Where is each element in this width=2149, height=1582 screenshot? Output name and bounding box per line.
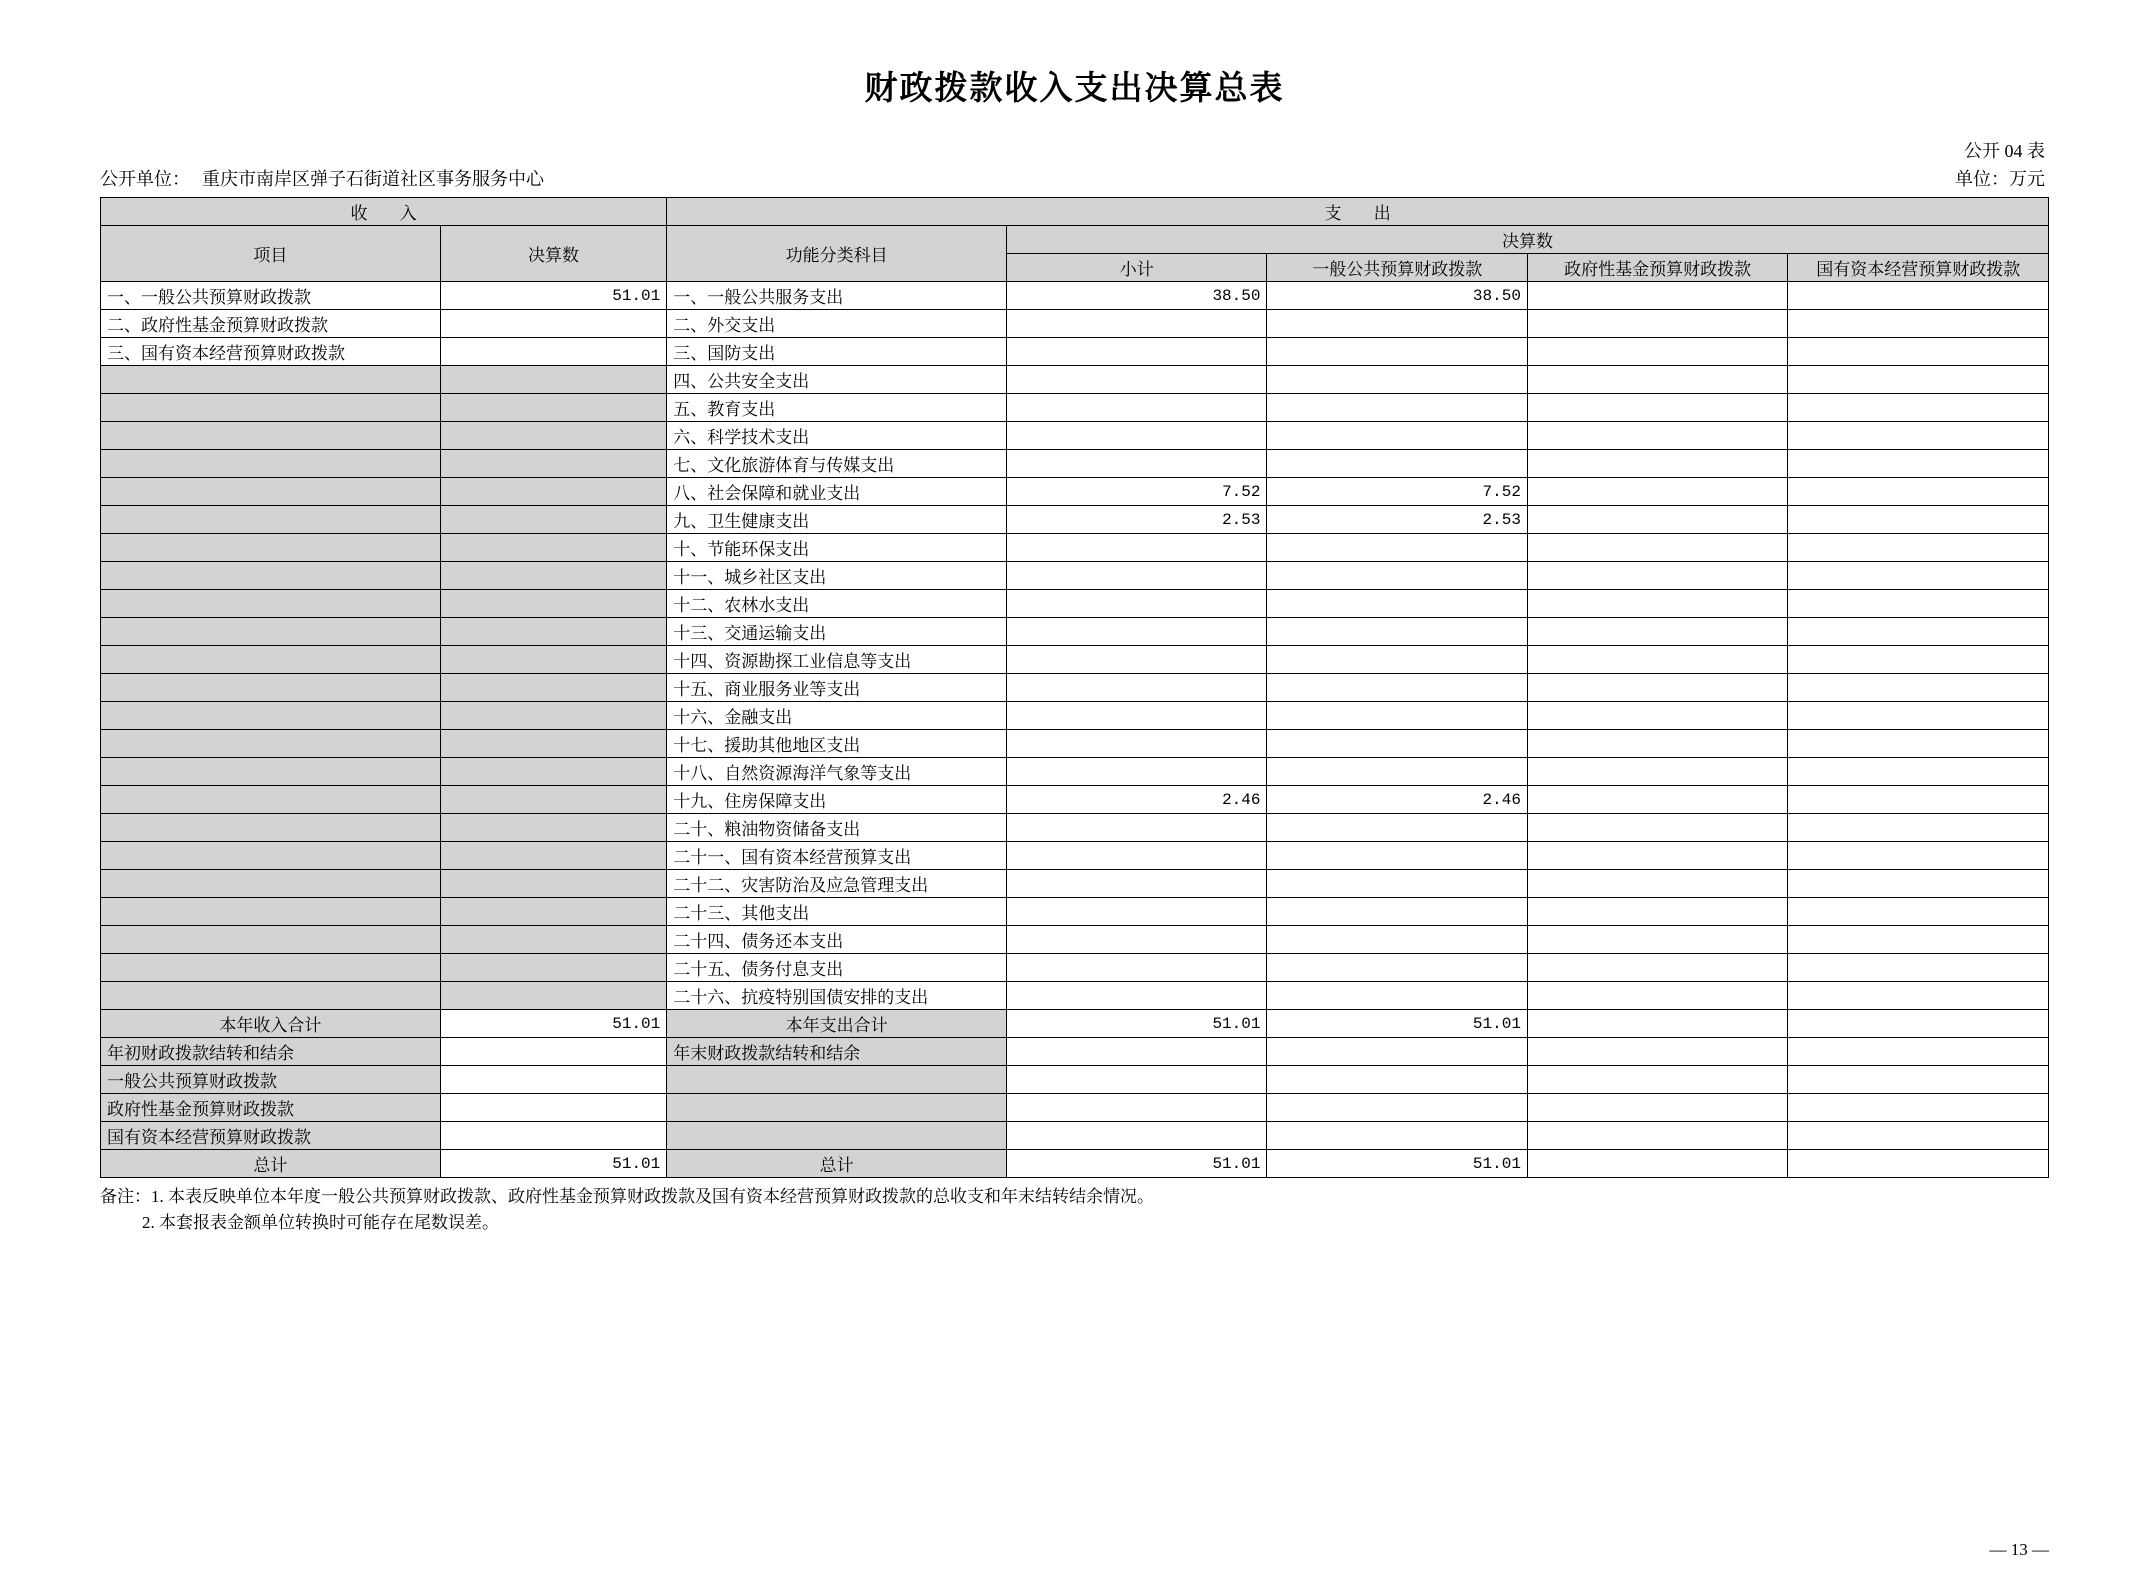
income-item-label (101, 562, 441, 590)
summary-expense-subtotal (1007, 1122, 1267, 1150)
summary-expense-fund (1527, 1094, 1787, 1122)
income-item-value (440, 562, 667, 590)
expense-gov-fund-budget (1527, 926, 1787, 954)
expense-subtotal (1007, 366, 1267, 394)
header-income-group: 收 入 (101, 198, 667, 226)
summary-expense-fund (1527, 1150, 1787, 1178)
expense-item-label: 二十一、国有资本经营预算支出 (667, 842, 1007, 870)
expense-item-label: 十四、资源勘探工业信息等支出 (667, 646, 1007, 674)
income-item-label (101, 898, 441, 926)
expense-soe-budget (1788, 338, 2049, 366)
expense-gov-fund-budget (1527, 394, 1787, 422)
expense-soe-budget (1788, 702, 2049, 730)
table-row (101, 506, 2049, 534)
expense-general-budget (1267, 842, 1527, 870)
income-item-value (440, 338, 667, 366)
expense-item-label: 一、一般公共服务支出 (667, 282, 1007, 310)
expense-gov-fund-budget (1527, 982, 1787, 1010)
expense-gov-fund-budget (1527, 814, 1787, 842)
expense-soe-budget (1788, 590, 2049, 618)
expense-general-budget (1267, 534, 1527, 562)
expense-soe-budget (1788, 786, 2049, 814)
expense-soe-budget (1788, 534, 2049, 562)
expense-soe-budget (1788, 898, 2049, 926)
expense-soe-budget (1788, 310, 2049, 338)
expense-general-budget: 2.46 (1267, 786, 1527, 814)
expense-subtotal (1007, 898, 1267, 926)
income-item-label (101, 842, 441, 870)
unit-name: 重庆市南岸区弹子石街道社区事务服务中心 (202, 169, 544, 189)
income-item-value (440, 450, 667, 478)
table-summary-row (101, 1094, 2049, 1122)
summary-income-label: 总计 (101, 1150, 441, 1178)
expense-general-budget (1267, 310, 1527, 338)
expense-gov-fund-budget (1527, 282, 1787, 310)
expense-item-label: 十、节能环保支出 (667, 534, 1007, 562)
table-row (101, 730, 2049, 758)
summary-expense-general: 51.01 (1267, 1010, 1527, 1038)
expense-soe-budget (1788, 674, 2049, 702)
expense-gov-fund-budget (1527, 786, 1787, 814)
amount-unit: 单位：万元 (1955, 169, 2045, 189)
table-row (101, 842, 2049, 870)
expense-subtotal (1007, 422, 1267, 450)
summary-income-label: 年初财政拨款结转和结余 (101, 1038, 441, 1066)
income-item-value (440, 534, 667, 562)
expense-item-label: 十七、援助其他地区支出 (667, 730, 1007, 758)
expense-subtotal (1007, 702, 1267, 730)
expense-general-budget (1267, 870, 1527, 898)
expense-soe-budget (1788, 982, 2049, 1010)
summary-expense-general (1267, 1122, 1527, 1150)
summary-expense-general: 51.01 (1267, 1150, 1527, 1178)
expense-subtotal: 2.53 (1007, 506, 1267, 534)
summary-expense-label: 本年支出合计 (667, 1010, 1007, 1038)
income-item-label (101, 758, 441, 786)
expense-gov-fund-budget (1527, 954, 1787, 982)
summary-expense-soe (1788, 1150, 2049, 1178)
expense-subtotal: 38.50 (1007, 282, 1267, 310)
expense-soe-budget (1788, 870, 2049, 898)
summary-expense-soe (1788, 1038, 2049, 1066)
summary-income-label: 本年收入合计 (101, 1010, 441, 1038)
expense-general-budget (1267, 954, 1527, 982)
expense-soe-budget (1788, 814, 2049, 842)
income-item-value (440, 646, 667, 674)
expense-item-label: 二十三、其他支出 (667, 898, 1007, 926)
summary-expense-label (667, 1122, 1007, 1150)
table-row (101, 898, 2049, 926)
expense-soe-budget (1788, 758, 2049, 786)
expense-general-budget (1267, 646, 1527, 674)
table-row (101, 478, 2049, 506)
table-row (101, 758, 2049, 786)
expense-item-label: 五、教育支出 (667, 394, 1007, 422)
expense-subtotal (1007, 730, 1267, 758)
table-row (101, 954, 2049, 982)
expense-soe-budget (1788, 506, 2049, 534)
expense-item-label: 二十四、债务还本支出 (667, 926, 1007, 954)
table-row (101, 422, 2049, 450)
expense-soe-budget (1788, 562, 2049, 590)
expense-general-budget (1267, 898, 1527, 926)
summary-expense-subtotal (1007, 1066, 1267, 1094)
expense-subtotal (1007, 674, 1267, 702)
summary-expense-soe (1788, 1010, 2049, 1038)
income-item-value (440, 758, 667, 786)
expense-subtotal (1007, 338, 1267, 366)
expense-subtotal (1007, 562, 1267, 590)
expense-item-label: 四、公共安全支出 (667, 366, 1007, 394)
summary-income-label: 国有资本经营预算财政拨款 (101, 1122, 441, 1150)
income-item-label (101, 982, 441, 1010)
expense-gov-fund-budget (1527, 562, 1787, 590)
page-number: — 13 — (1989, 1540, 2049, 1559)
expense-gov-fund-budget (1527, 450, 1787, 478)
summary-expense-general (1267, 1066, 1527, 1094)
expense-general-budget (1267, 338, 1527, 366)
expense-gov-fund-budget (1527, 842, 1787, 870)
expense-soe-budget (1788, 926, 2049, 954)
expense-item-label: 三、国防支出 (667, 338, 1007, 366)
expense-gov-fund-budget (1527, 730, 1787, 758)
income-item-label (101, 478, 441, 506)
budget-table (100, 197, 2049, 1178)
summary-expense-subtotal (1007, 1094, 1267, 1122)
summary-income-value (440, 1094, 667, 1122)
expense-soe-budget (1788, 422, 2049, 450)
income-item-label (101, 702, 441, 730)
income-item-label (101, 422, 441, 450)
summary-expense-fund (1527, 1122, 1787, 1150)
expense-general-budget (1267, 730, 1527, 758)
income-item-label (101, 450, 441, 478)
expense-item-label: 二十六、抗疫特别国债安排的支出 (667, 982, 1007, 1010)
expense-subtotal (1007, 646, 1267, 674)
expense-subtotal (1007, 534, 1267, 562)
expense-subtotal (1007, 758, 1267, 786)
expense-item-label: 十九、住房保障支出 (667, 786, 1007, 814)
income-item-value (440, 786, 667, 814)
expense-subtotal (1007, 982, 1267, 1010)
table-row (101, 618, 2049, 646)
income-item-label (101, 534, 441, 562)
expense-subtotal (1007, 394, 1267, 422)
expense-general-budget (1267, 702, 1527, 730)
table-row (101, 646, 2049, 674)
table-row (101, 982, 2049, 1010)
table-row (101, 926, 2049, 954)
expense-gov-fund-budget (1527, 898, 1787, 926)
meta-row (100, 165, 2049, 191)
table-row (101, 562, 2049, 590)
expense-soe-budget (1788, 282, 2049, 310)
expense-general-budget (1267, 562, 1527, 590)
summary-expense-general (1267, 1094, 1527, 1122)
summary-expense-label (667, 1066, 1007, 1094)
expense-item-label: 二、外交支出 (667, 310, 1007, 338)
income-item-label (101, 814, 441, 842)
table-summary-row (101, 1010, 2049, 1038)
expense-subtotal (1007, 814, 1267, 842)
expense-gov-fund-budget (1527, 646, 1787, 674)
income-item-value (440, 618, 667, 646)
expense-soe-budget (1788, 954, 2049, 982)
income-item-label (101, 954, 441, 982)
income-item-label (101, 646, 441, 674)
income-item-label (101, 786, 441, 814)
table-row (101, 814, 2049, 842)
expense-subtotal (1007, 590, 1267, 618)
income-item-value (440, 422, 667, 450)
summary-income-label: 政府性基金预算财政拨款 (101, 1094, 441, 1122)
expense-gov-fund-budget (1527, 338, 1787, 366)
income-item-label (101, 870, 441, 898)
table-row (101, 674, 2049, 702)
unit-label: 公开单位： (100, 169, 190, 189)
income-item-value (440, 674, 667, 702)
income-item-value (440, 366, 667, 394)
income-item-label (101, 674, 441, 702)
expense-subtotal (1007, 842, 1267, 870)
expense-item-label: 六、科学技术支出 (667, 422, 1007, 450)
income-item-value (440, 926, 667, 954)
expense-item-label: 九、卫生健康支出 (667, 506, 1007, 534)
expense-soe-budget (1788, 618, 2049, 646)
expense-item-label: 二十五、债务付息支出 (667, 954, 1007, 982)
header-expense-col-subtotal: 小计 (1007, 254, 1267, 282)
table-summary-row (101, 1150, 2049, 1178)
expense-general-budget (1267, 450, 1527, 478)
expense-item-label: 十三、交通运输支出 (667, 618, 1007, 646)
expense-subtotal (1007, 618, 1267, 646)
expense-gov-fund-budget (1527, 702, 1787, 730)
expense-gov-fund-budget (1527, 422, 1787, 450)
summary-income-value: 51.01 (440, 1150, 667, 1178)
summary-income-value: 51.01 (440, 1010, 667, 1038)
summary-expense-label (667, 1094, 1007, 1122)
expense-soe-budget (1788, 646, 2049, 674)
expense-soe-budget (1788, 842, 2049, 870)
expense-subtotal (1007, 310, 1267, 338)
table-row (101, 450, 2049, 478)
summary-expense-subtotal: 51.01 (1007, 1010, 1267, 1038)
income-item-value (440, 814, 667, 842)
table-summary-row (101, 1038, 2049, 1066)
expense-item-label: 十六、金融支出 (667, 702, 1007, 730)
summary-expense-general (1267, 1038, 1527, 1066)
table-row (101, 338, 2049, 366)
expense-general-budget: 38.50 (1267, 282, 1527, 310)
sheet-number: 公开 04 表 (1964, 141, 2045, 161)
expense-subtotal (1007, 954, 1267, 982)
document-page (0, 62, 2149, 1582)
header-income-value: 决算数 (440, 226, 667, 282)
table-header (101, 198, 2049, 282)
page-title: 财政拨款收入支出决算总表 (864, 69, 1285, 106)
summary-income-value (440, 1122, 667, 1150)
expense-general-budget (1267, 926, 1527, 954)
table-group-header-row (101, 198, 2049, 226)
expense-soe-budget (1788, 394, 2049, 422)
expense-general-budget (1267, 758, 1527, 786)
income-item-value: 51.01 (440, 282, 667, 310)
income-item-label (101, 926, 441, 954)
table-row (101, 310, 2049, 338)
expense-general-budget (1267, 814, 1527, 842)
income-item-value (440, 730, 667, 758)
income-item-label (101, 590, 441, 618)
expense-subtotal (1007, 926, 1267, 954)
expense-gov-fund-budget (1527, 478, 1787, 506)
expense-item-label: 七、文化旅游体育与传媒支出 (667, 450, 1007, 478)
table-body (101, 282, 2049, 1178)
income-item-label (101, 366, 441, 394)
table-row (101, 394, 2049, 422)
header-expense-group-value: 决算数 (1007, 226, 2049, 254)
summary-expense-label: 总计 (667, 1150, 1007, 1178)
expense-soe-budget (1788, 730, 2049, 758)
summary-expense-soe (1788, 1094, 2049, 1122)
expense-gov-fund-budget (1527, 618, 1787, 646)
expense-general-budget (1267, 982, 1527, 1010)
income-item-value (440, 590, 667, 618)
income-item-value (440, 842, 667, 870)
table-summary-row (101, 1122, 2049, 1150)
expense-item-label: 十五、商业服务业等支出 (667, 674, 1007, 702)
header-expense-group: 支 出 (667, 198, 2049, 226)
expense-subtotal: 7.52 (1007, 478, 1267, 506)
income-item-value (440, 394, 667, 422)
income-item-label (101, 618, 441, 646)
table-row (101, 786, 2049, 814)
expense-item-label: 二十、粮油物资储备支出 (667, 814, 1007, 842)
expense-soe-budget (1788, 450, 2049, 478)
summary-income-value (440, 1038, 667, 1066)
table-row (101, 366, 2049, 394)
income-item-label: 二、政府性基金预算财政拨款 (101, 310, 441, 338)
expense-soe-budget (1788, 366, 2049, 394)
income-item-label: 一、一般公共预算财政拨款 (101, 282, 441, 310)
income-item-value (440, 702, 667, 730)
income-item-value (440, 982, 667, 1010)
expense-gov-fund-budget (1527, 310, 1787, 338)
expense-item-label: 十一、城乡社区支出 (667, 562, 1007, 590)
expense-gov-fund-budget (1527, 758, 1787, 786)
income-item-value (440, 954, 667, 982)
summary-income-label: 一般公共预算财政拨款 (101, 1066, 441, 1094)
income-item-label (101, 506, 441, 534)
expense-gov-fund-budget (1527, 870, 1787, 898)
header-expense-col-soe: 国有资本经营预算财政拨款 (1788, 254, 2049, 282)
summary-expense-fund (1527, 1010, 1787, 1038)
unit-info (100, 165, 544, 191)
expense-subtotal (1007, 450, 1267, 478)
summary-expense-fund (1527, 1066, 1787, 1094)
header-expense-col-fund: 政府性基金预算财政拨款 (1527, 254, 1787, 282)
summary-expense-label: 年末财政拨款结转和结余 (667, 1038, 1007, 1066)
table-summary-row (101, 1066, 2049, 1094)
expense-gov-fund-budget (1527, 674, 1787, 702)
expense-general-budget: 7.52 (1267, 478, 1527, 506)
table-row (101, 590, 2049, 618)
summary-income-value (440, 1066, 667, 1094)
summary-expense-fund (1527, 1038, 1787, 1066)
income-item-value (440, 506, 667, 534)
expense-gov-fund-budget (1527, 506, 1787, 534)
expense-gov-fund-budget (1527, 366, 1787, 394)
expense-general-budget (1267, 422, 1527, 450)
table-notes (100, 1184, 2049, 1237)
income-item-value (440, 478, 667, 506)
summary-expense-subtotal (1007, 1038, 1267, 1066)
expense-item-label: 八、社会保障和就业支出 (667, 478, 1007, 506)
expense-general-budget: 2.53 (1267, 506, 1527, 534)
table-row (101, 534, 2049, 562)
header-income-item: 项目 (101, 226, 441, 282)
summary-expense-soe (1788, 1066, 2049, 1094)
note-line-2: 2. 本套报表金额单位转换时可能存在尾数误差。 (142, 1213, 499, 1233)
income-item-label (101, 730, 441, 758)
summary-expense-subtotal: 51.01 (1007, 1150, 1267, 1178)
income-item-label: 三、国有资本经营预算财政拨款 (101, 338, 441, 366)
expense-item-label: 十八、自然资源海洋气象等支出 (667, 758, 1007, 786)
table-row (101, 702, 2049, 730)
table-subheader-row-1 (101, 226, 2049, 254)
expense-general-budget (1267, 590, 1527, 618)
expense-subtotal: 2.46 (1007, 786, 1267, 814)
expense-gov-fund-budget (1527, 534, 1787, 562)
expense-soe-budget (1788, 478, 2049, 506)
header-expense-item: 功能分类科目 (667, 226, 1007, 282)
expense-general-budget (1267, 394, 1527, 422)
expense-subtotal (1007, 870, 1267, 898)
table-row (101, 282, 2049, 310)
income-item-value (440, 898, 667, 926)
expense-general-budget (1267, 366, 1527, 394)
expense-gov-fund-budget (1527, 590, 1787, 618)
expense-item-label: 十二、农林水支出 (667, 590, 1007, 618)
table-row (101, 870, 2049, 898)
note-line-1: 备注：1. 本表反映单位本年度一般公共预算财政拨款、政府性基金预算财政拨款及国有资本经营预算财政拨款的总收支和年末结转结余情况。 (100, 1187, 1154, 1206)
header-expense-col-general: 一般公共预算财政拨款 (1267, 254, 1527, 282)
income-item-value (440, 870, 667, 898)
expense-general-budget (1267, 674, 1527, 702)
summary-expense-soe (1788, 1122, 2049, 1150)
expense-item-label: 二十二、灾害防治及应急管理支出 (667, 870, 1007, 898)
income-item-value (440, 310, 667, 338)
expense-general-budget (1267, 618, 1527, 646)
income-item-label (101, 394, 441, 422)
